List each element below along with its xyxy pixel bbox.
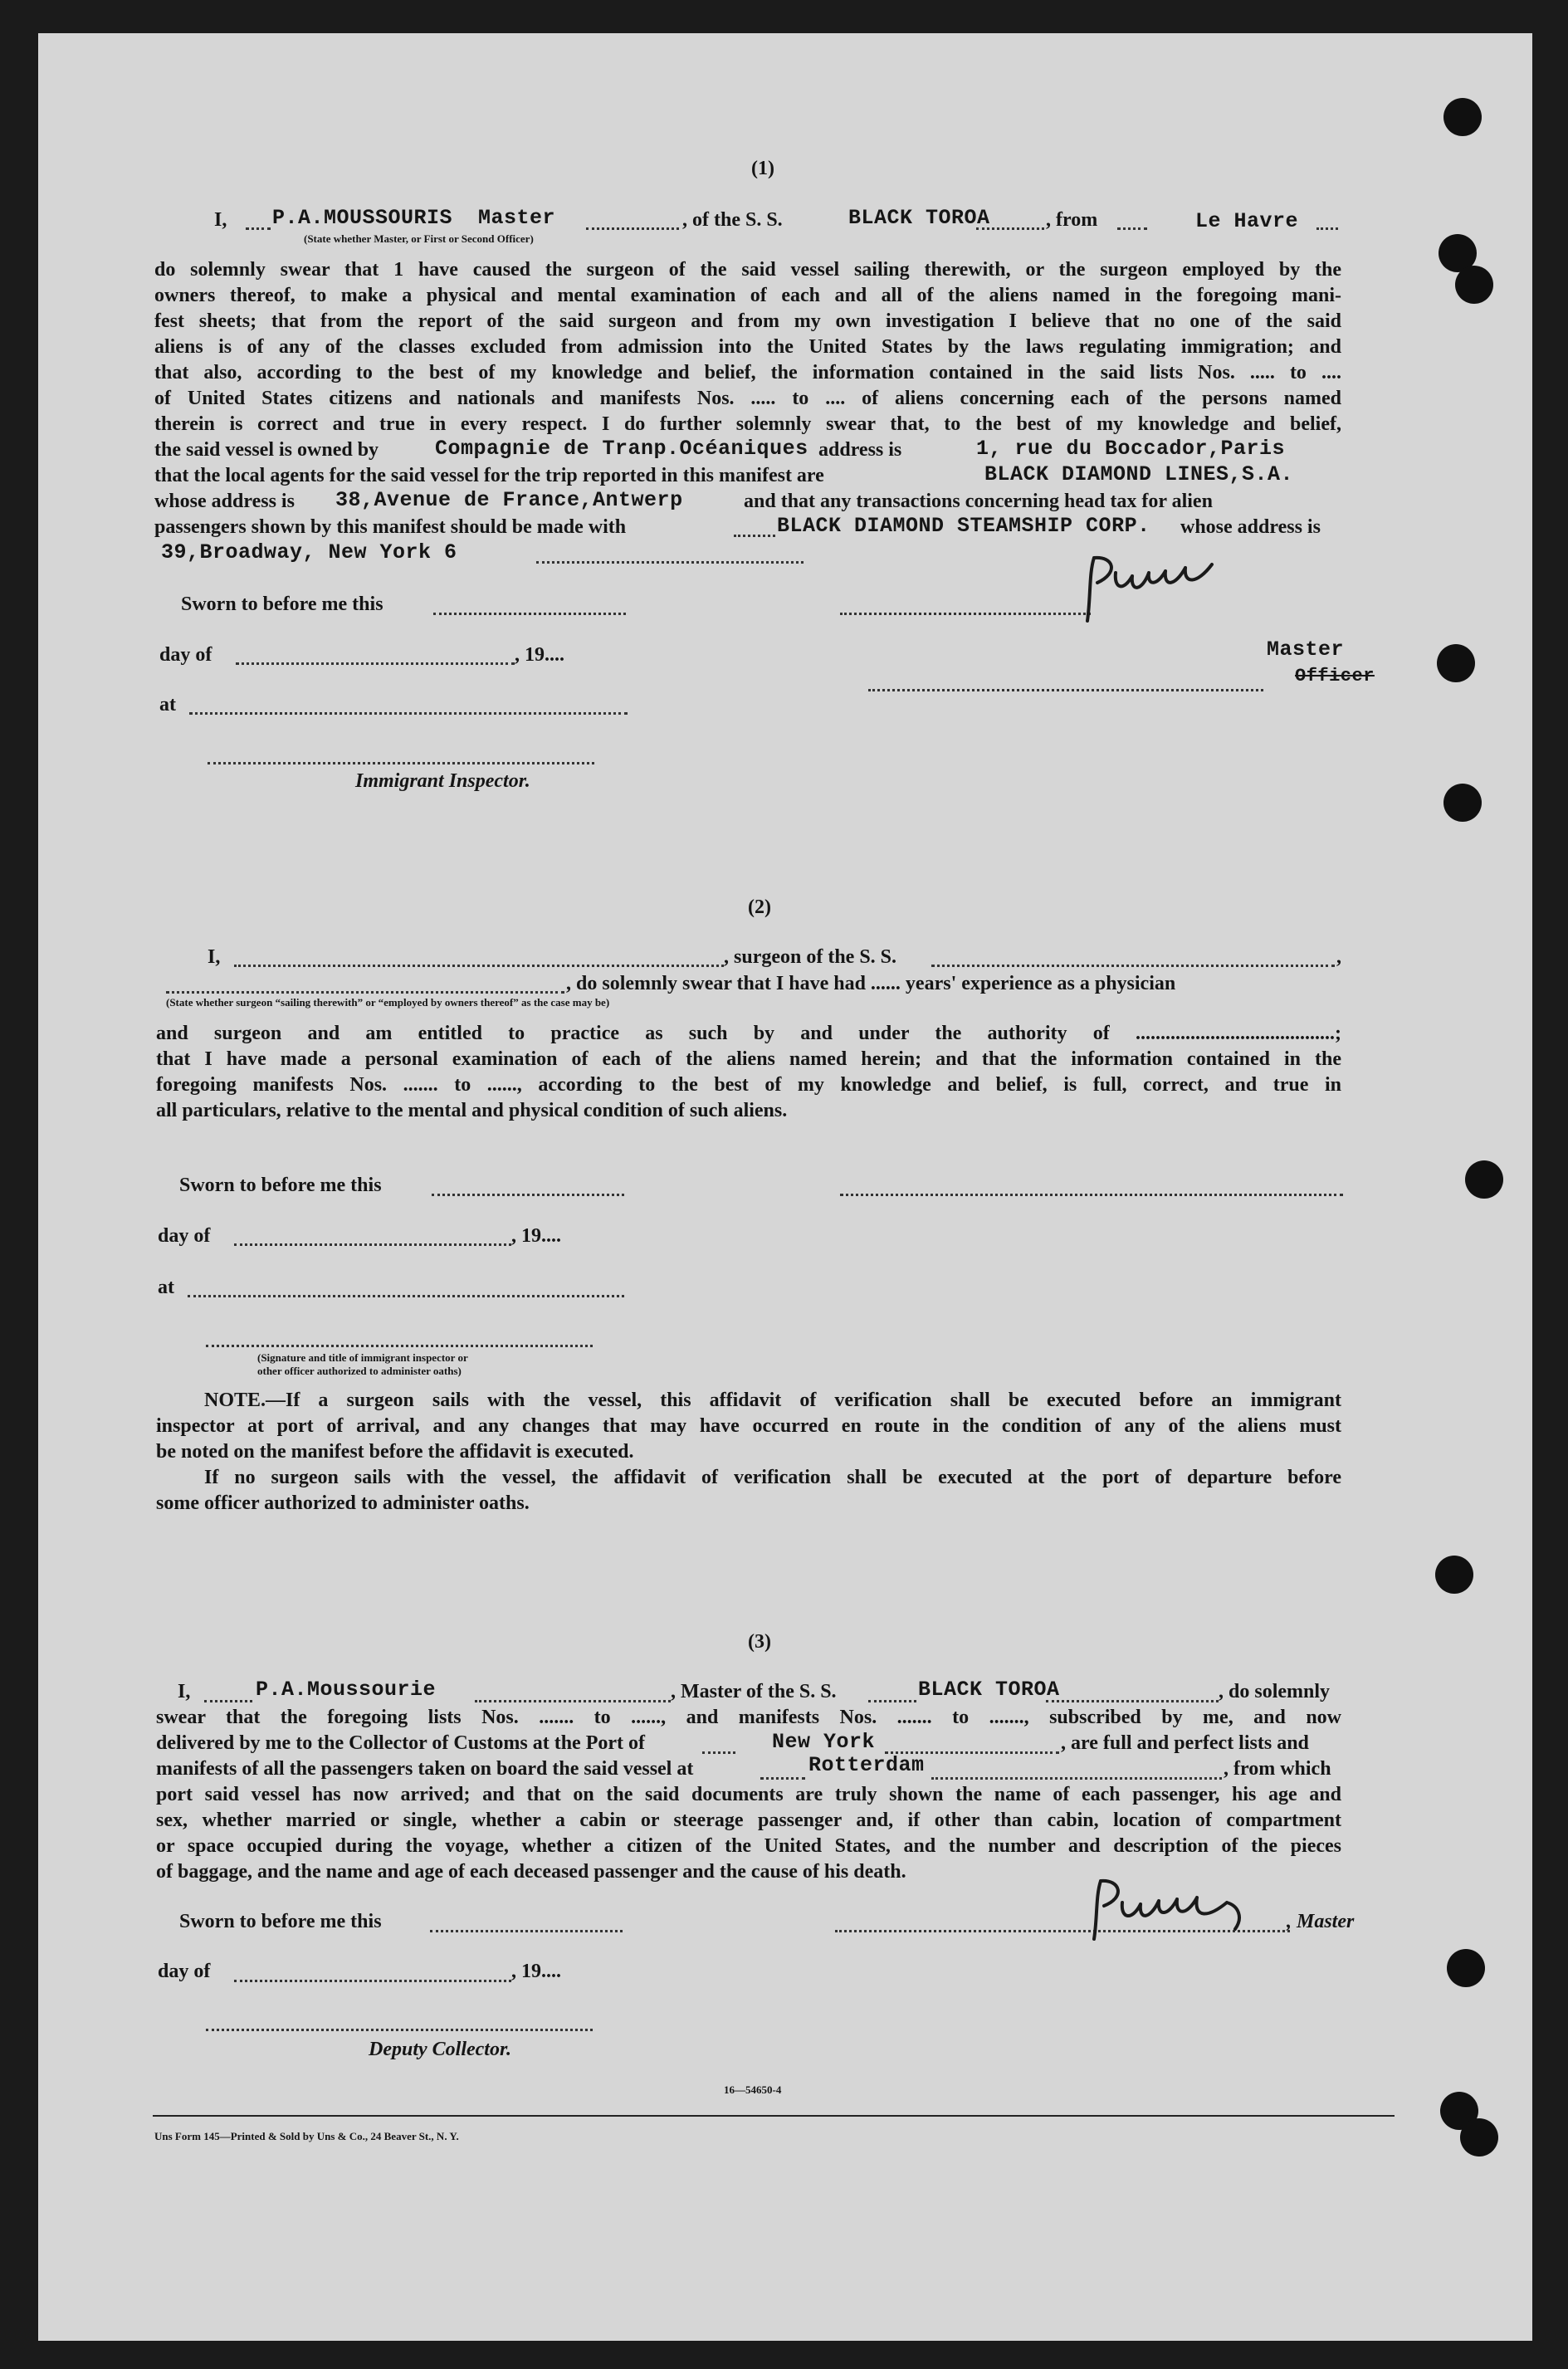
s1-master-name: P.A.MOUSSOURIS [272,206,453,230]
s3-year: , 19.... [511,1961,561,1982]
s2-day-of: day of [158,1225,211,1247]
s3-para-line: sex, whether married or single, whether a cabin or steerage passenger and, if other than cabin, location of compartment [156,1810,1341,1831]
footer-rule [153,2115,1395,2117]
s3-para-line: port said vessel has now arrived; and that on the said documents are truly shown the name of each passenger, his age and [156,1784,1341,1805]
s3-i-prefix: I, [178,1681,191,1702]
s3-do-solemnly: , do solemnly [1219,1681,1331,1702]
s1-para-line: that also, according to the best of my knowledge and belief, the information contained in the said lists Nos. ..... to .... [154,362,1341,383]
s2-at: at [158,1277,174,1298]
s3-para-line: or space occupied during the voyage, whether a citizen of the United States, and the number and description of the pieces [156,1835,1341,1857]
s2-sig-note-2: other officer authorized to administer oaths) [257,1365,462,1377]
s2-para-line: foregoing manifests Nos. ....... to ......, according to the best of my knowledge and belief, is full, correct, and true in [156,1074,1341,1096]
s3-from-port: Rotterdam [808,1753,925,1777]
s2-note-line: NOTE.—If a surgeon sails with the vessel, this affidavit of verification shall be executed before an immigrant [204,1390,1341,1411]
s2-note-line: inspector at port of arrival, and any changes that may have occurred en route in the condition of any of the aliens must [156,1415,1341,1437]
s1-agents-addr-suffix: and that any transactions concerning head tax for alien [744,491,1213,512]
s2-note-last: be noted on the manifest before the affidavit is executed. [156,1441,634,1463]
s1-headtax-address: 39,Broadway, New York 6 [161,540,457,564]
s1-para-line: of United States citizens and nationals and manifests Nos. ..... to .... of aliens concerning each of the persons named [154,388,1341,409]
s1-headtax-company: BLACK DIAMOND STEAMSHIP CORP. [777,514,1150,538]
s1-para-line: do solemnly swear that 1 have caused the surgeon of the said vessel sailing therewith, or the surgeon employed by the [154,259,1341,281]
s3-master-of: , Master of the S. S. [671,1681,837,1702]
s2-i-prefix: I, [208,946,221,968]
s2-line2: , do solemnly swear that I have had ...... years' experience as a physician [566,973,1176,994]
s2-year: , 19.... [511,1225,561,1247]
s1-role: Master [478,206,556,230]
s3-master-name: P.A.Moussourie [256,1678,437,1702]
punch-hole [1443,98,1482,136]
s3-ship-name: BLACK TOROA [918,1678,1060,1702]
s3-line2: swear that the foregoing lists Nos. ....... to ......, and manifests Nos. ....... to ......., subscribed by me, and now [156,1707,1341,1728]
s2-sig-note-1: (Signature and title of immigrant inspector or [257,1351,468,1364]
s1-i-prefix: I, [214,209,227,231]
s1-ship-name: BLACK TOROA [848,206,990,230]
punch-hole [1460,2118,1498,2157]
s3-master-label: , Master [1287,1911,1355,1932]
s3-para-last: of baggage, and the name and age of each deceased passenger and the cause of his death. [156,1861,906,1883]
s1-day-of: day of [159,644,212,666]
s1-sworn-label: Sworn to before me this [181,593,383,615]
printer-line: Uns Form 145—Printed & Sold by Uns & Co., 24 Beaver St., N. Y. [154,2130,459,2142]
s2-para-last: all particulars, relative to the mental and physical condition of such aliens. [156,1100,788,1121]
s2-surgeon-note: (State whether surgeon “sailing therewith” or “employed by owners thereof” as the case may be) [166,996,610,1009]
punch-hole [1435,1556,1473,1594]
s2-surgeon-of: , surgeon of the S. S. [724,946,897,968]
punch-hole [1447,1949,1485,1987]
s3-sworn-label: Sworn to before me this [179,1911,382,1932]
s1-para-line: fest sheets; that from the report of the said surgeon and from my own investigation I believe that no one of the said [154,310,1341,332]
s1-immigrant-inspector: Immigrant Inspector. [355,770,530,792]
s1-owner-addr-label: address is [818,439,902,461]
section-1-number: (1) [751,158,774,179]
s2-note2: If no surgeon sails with the vessel, the affidavit of verification shall be executed at the port of departure before [204,1467,1341,1488]
s2-para-line: that I have made a personal examination of each of the aliens named herein; and that the information contained in the [156,1048,1341,1070]
s1-para-line: therein is correct and true in every respect. I do further solemnly swear that, to the best of my knowledge and belief, [154,413,1341,435]
s1-owner: Compagnie de Tranp.Océaniques [435,437,808,461]
punch-hole [1455,266,1493,304]
s1-agents-addr-prefix: whose address is [154,491,295,512]
master-signature-1 [1072,548,1272,631]
s1-para-line: owners thereof, to make a physical and mental examination of each and all of the aliens named in the foregoing mani- [154,285,1341,306]
s1-from-port: Le Havre [1195,209,1299,233]
s1-owner-address: 1, rue du Boccador,Paris [976,437,1286,461]
s2-para-line: and surgeon and am entitled to practice as such by and under the authority of ........................................; [156,1023,1341,1044]
manifest-page: (1) I, P.A.MOUSSOURIS Master , of the S. S. BLACK TOROA , from Le Havre (State whether Master, or First or Second Officer) do solemnly swear that 1 have caused the surgeon of the said vessel sailing therewith, or the surgeon employed by the owners thereof, to make a physical and mental examination of each and all of the aliens named in the foregoing mani- fest sheets; that from the report of the said surgeon and from my own investigation I believe that no one of the said aliens is of any of the classes excluded from admission into the United States by the laws regulating immigration; and that also, according to the best of my knowledge and belief, the information contained in the said lists Nos. ..... to .... of United States citizens and nationals and manifests Nos. ..... to .... of aliens concerning each of the persons named therein is correct and true in every respect. I do further solemnly swear that, to the best of my knowledge and belief, the said vessel is owned by Compagnie de Tranp.Océaniques address is 1, rue du Boccador,Paris that the local agents for the said vessel for the trip reported in this manifest are BLACK DIAMOND LINES,S.A. whose address is 38,Avenue de France,Antwerp and that any transactions concerning head tax for alien passengers shown by this manifest should be made with BLACK DIAMOND STEAMSHIP CORP. whose address is 39,Broadway, New York 6 Sworn to before me this day of , 19.... Master Officer at Immigrant Inspector. (2) I, , surgeon of the S. S. , , do solemnly swear that I have had ...... years' experience as a physician (State whether surgeon “sailing therewith” or “employed by owners thereof” as the case may be) and surgeon and am entitled to practice as such by and under the authority of ........................................; that I have made a personal examination of each of the aliens named herein; and that the information contained in the foregoing manifests Nos. ....... to ......, according to the best of my knowledge and belief, is full, correct, and true in all particulars, relative to the mental and physical condition of such aliens. Sworn to before me this day of , 19.... at (Signature and title of immigrant inspector or other officer authorized to administer oaths) NOTE.—If a surgeon sails with the vessel, this affidavit of verification shall be executed before an immigrant inspector at port of arrival, and any changes that may have occurred en route in the condition of any of the aliens must be noted on the manifest before the affidavit is executed. If no surgeon sails with the vessel, the affidavit of verification shall be executed at the port of departure before some officer authorized to administer oaths. (3) I, P.A.Moussourie , Master of the S. S. BLACK TOROA , do solemnly swear that the foregoing lists Nos. ....... to ......, and manifests Nos. ....... to ......., subscribed by me, and now delivered by me to the Collector of Customs at the Port of New York , are full and perfect lists and manifests of all the passengers taken on board the said vessel at Rotterdam , from which port said vessel has now arrived; and that on the said documents are truly shown the name of each passenger, his age and sex, whether married or single, whether a cabin or steerage passenger and, if other than cabin, location of compartment or space occupied during the voyage, whether a citizen of the United States, and the number and description of the pieces of baggage, and the name and age of each deceased passenger and the cause of his death. Sworn to before me this , Master day of , 19.... Deputy Collector. 16—54650-4 Uns Form 145—Printed & Sold by Uns & Co., 24 Beaver St., N. Y. [38,33,1532,2341]
section-2-number: (2) [748,896,771,918]
s2-sworn-label: Sworn to before me this [179,1175,382,1196]
s1-agents-address: 38,Avenue de France,Antwerp [335,488,683,512]
s3-port: New York [772,1730,876,1754]
s3-line4-suffix: , from which [1224,1758,1331,1780]
s3-deputy-collector: Deputy Collector. [369,2039,511,2060]
s1-signer-struck: Officer [1295,666,1375,686]
s2-note2-last: some officer authorized to administer oaths. [156,1492,530,1514]
s3-day-of: day of [158,1961,211,1982]
s1-of-ship: , of the S. S. [682,209,783,231]
s1-from: , from [1046,209,1098,231]
s1-at: at [159,694,176,716]
s1-owner-prefix: the said vessel is owned by [154,439,379,461]
master-signature-3 [1081,1873,1280,1947]
s1-headtax-suffix: whose address is [1180,516,1321,538]
s1-agents: BLACK DIAMOND LINES,S.A. [984,462,1294,486]
s1-signer-typed: Master [1267,637,1345,662]
s3-line3-suffix: , are full and perfect lists and [1061,1732,1309,1754]
s3-line4-prefix: manifests of all the passengers taken on board the said vessel at [156,1758,694,1780]
s1-role-note: (State whether Master, or First or Second Officer) [304,232,534,245]
punch-hole [1443,784,1482,822]
punch-hole [1437,644,1475,682]
s1-agents-prefix: that the local agents for the said vessel for the trip reported in this manifest are [154,465,824,486]
punch-hole [1465,1160,1503,1199]
form-code: 16—54650-4 [724,2083,782,2096]
s1-year: , 19.... [515,644,564,666]
s1-para-line: aliens is of any of the classes excluded from admission into the United States by the laws regulating immigration; and [154,336,1341,358]
s1-headtax-prefix: passengers shown by this manifest should be made with [154,516,627,538]
section-3-number: (3) [748,1631,771,1653]
s3-line3-prefix: delivered by me to the Collector of Customs at the Port of [156,1732,645,1754]
